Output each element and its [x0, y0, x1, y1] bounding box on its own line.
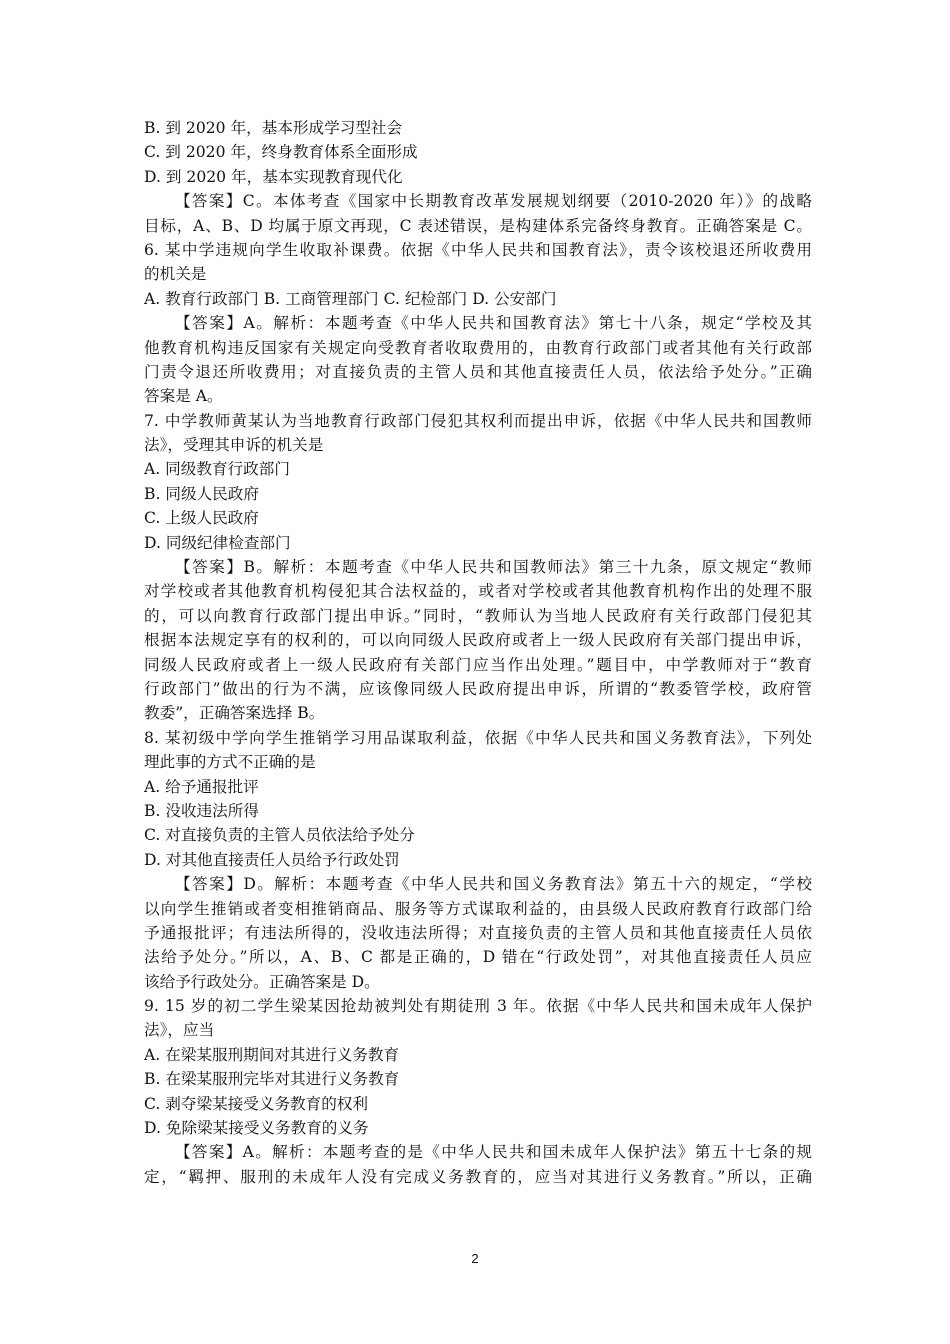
text-line: 同级人民政府或者上一级人民政府有关部门应当作出处理。”题目中，中学教师对于“教育 [144, 655, 812, 674]
text-line: D. 到 2020 年，基本实现教育现代化 [144, 167, 403, 186]
text-line: A. 同级教育行政部门 [144, 460, 290, 479]
text-line: 他教育机构违反国家有关规定向受教育者收取费用的，由教育行政部门或者其他有关行政部 [144, 338, 812, 357]
text-line: C. 对直接负责的主管人员依法给予处分 [144, 826, 415, 845]
text-line: 9. 15 岁的初二学生梁某因抢劫被判处有期徒刑 3 年。依据《中华人民共和国未成年人保护 [144, 997, 812, 1016]
text-line: A. 在梁某服刑期间对其进行义务教育 [144, 1045, 400, 1064]
text-line: 定，“羁押、服刑的未成年人没有完成义务教育的，应当对其进行义务教育。”所以，正确 [144, 1167, 812, 1186]
text-line: 【答案】A。解析：本题考查《中华人民共和国教育法》第七十八条，规定“学校及其 [175, 314, 812, 333]
text-line: A. 给予通报批评 [144, 777, 259, 796]
text-line: 【答案】B。解析：本题考查《中华人民共和国教师法》第三十九条，原文规定“教师 [175, 558, 812, 577]
text-line: 法》，应当 [144, 1021, 215, 1040]
text-line: C. 剥夺梁某接受义务教育的权利 [144, 1094, 369, 1113]
text-line: 理此事的方式不正确的是 [144, 753, 316, 772]
text-line: C. 上级人民政府 [144, 509, 259, 528]
text-line: 门责令退还所收费用；对直接负责的主管人员和其他直接责任人员，依法给予处分。”正确 [144, 362, 812, 381]
page-number: 2 [471, 1251, 479, 1266]
page-body [144, 116, 812, 1189]
text-line: 以向学生推销或者变相推销商品、服务等方式谋取利益的，由县级人民政府教育行政部门给 [144, 899, 812, 918]
text-line: 根据本法规定享有的权利的，可以向同级人民政府或者上一级人民政府有关部门提出申诉， [144, 631, 812, 650]
text-line: 该给予行政处分。正确答案是 D。 [144, 972, 380, 991]
text-line: A. 教育行政部门 B. 工商管理部门 C. 纪检部门 D. 公安部门 [144, 289, 557, 308]
text-line: 对学校或者其他教育机构侵犯其合法权益的，或者对学校或者其他教育机构作出的处理不服 [144, 582, 812, 601]
text-line: D. 对其他直接责任人员给予行政处罚 [144, 850, 400, 869]
text-line: D. 免除梁某接受义务教育的义务 [144, 1119, 369, 1138]
text-line: 法给予处分。”所以，A、B、C 都是正确的，D 错在“行政处罚”，对其他直接责任人员应 [144, 948, 812, 967]
text-line: C. 到 2020 年，终身教育体系全面形成 [144, 143, 418, 162]
text-line: 的机关是 [144, 265, 207, 284]
text-line: D. 同级纪律检查部门 [144, 533, 291, 552]
text-line: B. 在梁某服刑完毕对其进行义务教育 [144, 1070, 400, 1089]
text-line: 6. 某中学违规向学生收取补课费。依据《中华人民共和国教育法》，责令该校退还所收费用 [144, 240, 812, 259]
text-line: B. 到 2020 年，基本形成学习型社会 [144, 119, 403, 137]
text-line: 【答案】A。解析：本题考查的是《中华人民共和国未成年人保护法》第五十七条的规 [175, 1143, 812, 1162]
text-line: 7. 中学教师黄某认为当地教育行政部门侵犯其权利而提出申诉，依据《中华人民共和国教师 [144, 411, 812, 430]
text-line: 【答案】D。解析：本题考查《中华人民共和国义务教育法》第五十六的规定，“学校 [175, 875, 812, 894]
text-line: 教委”，正确答案选择 B。 [144, 704, 325, 723]
text-line: 目标，A、B、D 均属于原文再现，C 表述错误，是构建体系完备终身教育。正确答案是 C。 [144, 216, 812, 235]
text-line: 答案是 A。 [144, 387, 223, 406]
text-line: 【答案】C。本体考查《国家中长期教育改革发展规划纲要（2010-2020 年）》的战略 [175, 192, 812, 211]
text-line: B. 同级人民政府 [144, 484, 259, 503]
text-line: 法》，受理其申诉的机关是 [144, 436, 324, 455]
text-line: 的，可以向教育行政部门提出申诉。”同时，“教师认为当地人民政府有关行政部门侵犯其 [144, 606, 812, 625]
text-line: 行政部门”做出的行为不满，应该像同级人民政府提出申诉，所谓的“教委管学校，政府管 [144, 679, 812, 698]
text-line: B. 没收违法所得 [144, 801, 259, 820]
text-line: 8. 某初级中学向学生推销学习用品谋取利益，依据《中华人民共和国义务教育法》，下列处 [144, 728, 812, 747]
text-line: 予通报批评；有违法所得的，没收违法所得；对直接负责的主管人员和其他直接责任人员依 [144, 923, 812, 942]
